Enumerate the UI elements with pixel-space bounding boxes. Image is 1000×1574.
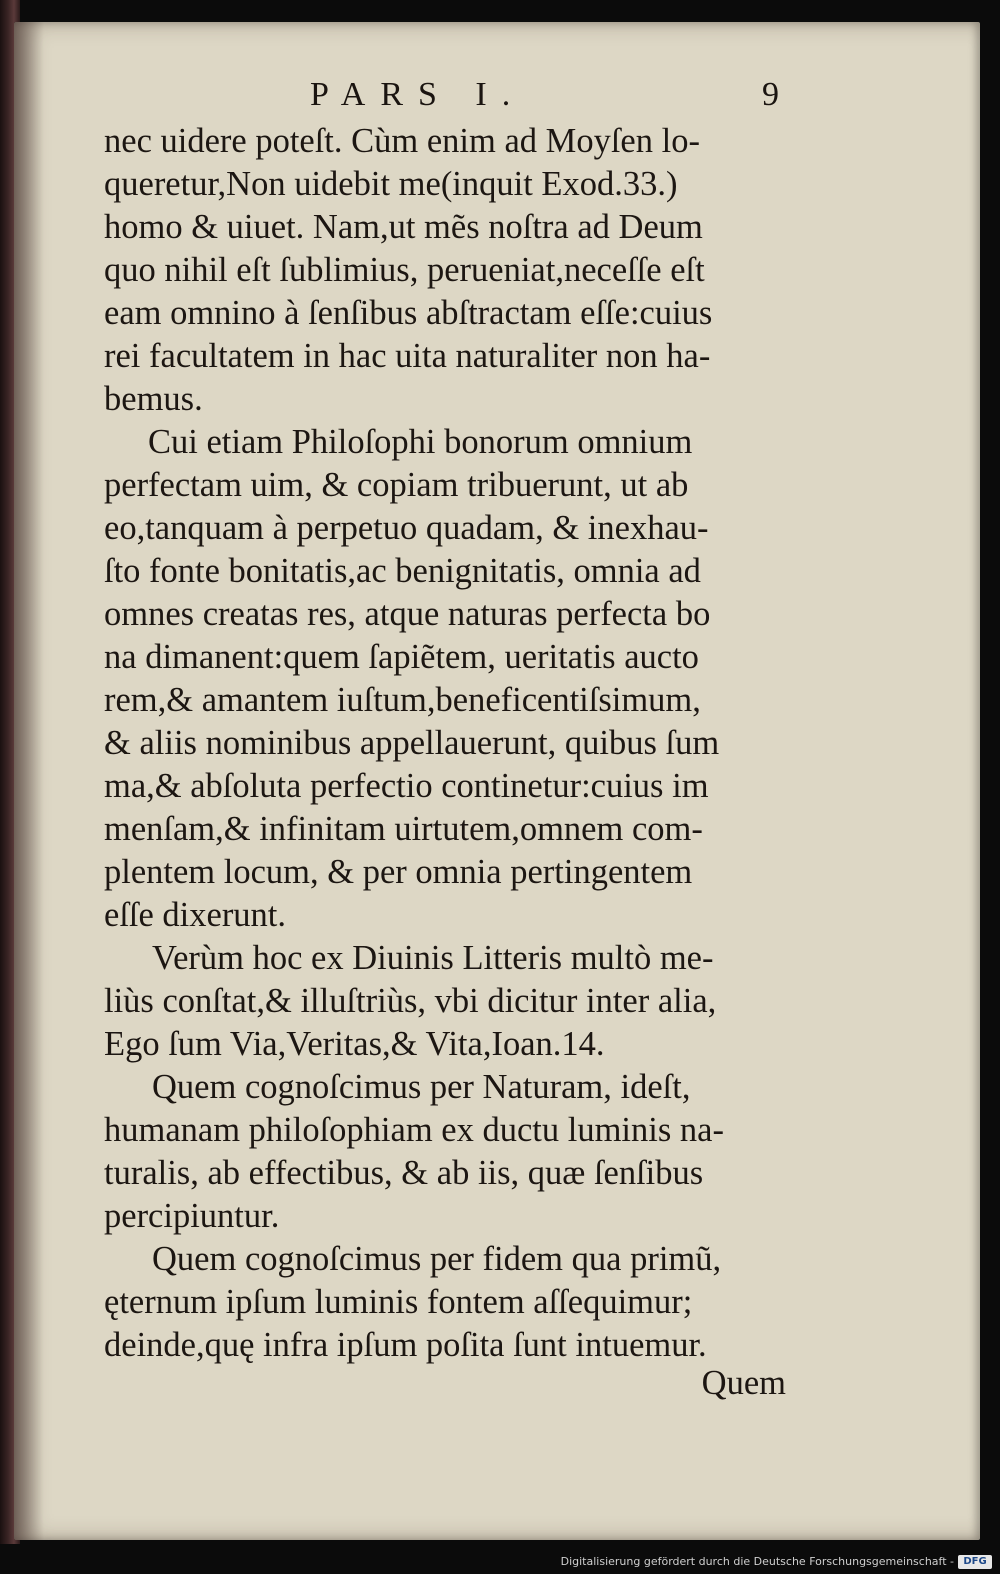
text-line: percipiuntur.: [104, 1197, 280, 1235]
text-line: turalis, ab effectibus, & ab iis, quæ ſenſibus: [104, 1154, 704, 1192]
text-line: bemus.: [104, 380, 203, 418]
page-number: 9: [762, 76, 779, 113]
text-line: plentem locum, & per omnia pertingentem: [104, 853, 693, 891]
text-line: & aliis nominibus appellauerunt, quibus ſum: [104, 724, 720, 762]
text-line: eam omnino à ſenſibus abſtractam eſſe:cuius: [104, 294, 713, 332]
text-line: homo & uiuet. Nam,ut mẽs noſtra ad Deum: [104, 208, 703, 246]
funding-credit: Digitalisierung gefördert durch die Deutsche Forschungsgemeinschaft -: [560, 1555, 954, 1568]
running-title: PARS I.: [310, 76, 526, 113]
digitization-footer: [0, 1544, 1000, 1574]
text-line: liùs conſtat,& illuſtriùs, vbi dicitur inter alia,: [104, 982, 717, 1020]
text-line: Cui etiam Philoſophi bonorum omnium: [148, 423, 693, 461]
text-line: Quem cognoſcimus per Naturam, ideſt,: [152, 1068, 691, 1106]
text-line: rem,& amantem iuſtum,beneficentiſsimum,: [104, 681, 701, 719]
text-line: queretur,Non uidebit me(inquit Exod.33.): [104, 165, 678, 203]
text-line: na dimanent:quem ſapiẽtem, ueritatis aucto: [104, 638, 699, 676]
text-line: omnes creatas res, atque naturas perfecta bo: [104, 595, 711, 633]
text-line: nec uidere poteſt. Cùm enim ad Moyſen lo-: [104, 122, 700, 160]
text-line: ſto fonte bonitatis,ac benignitatis, omnia ad: [104, 552, 701, 590]
catchword: Quem: [701, 1364, 786, 1402]
text-line: ma,& abſoluta perfectio continetur:cuius im: [104, 767, 709, 805]
text-line: perfectam uim, & copiam tribuerunt, ut ab: [104, 466, 689, 504]
text-line: humanam philoſophiam ex ductu luminis na-: [104, 1111, 724, 1149]
body-text: [104, 120, 794, 1367]
text-line: quo nihil eſt ſublimius, perueniat,neceſſe eſt: [104, 251, 705, 289]
text-line: deinde,quę infra ipſum poſita ſunt intuemur.: [104, 1326, 707, 1364]
text-line: rei facultatem in hac uita naturaliter non ha-: [104, 337, 711, 375]
text-line: eo,tanquam à perpetuo quadam, & inexhau-: [104, 509, 709, 547]
text-line: Ego ſum Via,Veritas,& Vita,Ioan.14.: [104, 1025, 605, 1063]
dfg-logo: DFG: [958, 1555, 992, 1569]
text-line: ęternum ipſum luminis fontem aſſequimur;: [104, 1283, 693, 1321]
running-header: [0, 76, 1000, 116]
text-line: eſſe dixerunt.: [104, 896, 287, 934]
text-line: menſam,& infinitam uirtutem,omnem com-: [104, 810, 703, 848]
text-line: Verùm hoc ex Diuinis Litteris multò me-: [152, 939, 714, 977]
text-line: Quem cognoſcimus per fidem qua primũ,: [152, 1240, 722, 1278]
gutter-shadow: [14, 22, 44, 1540]
